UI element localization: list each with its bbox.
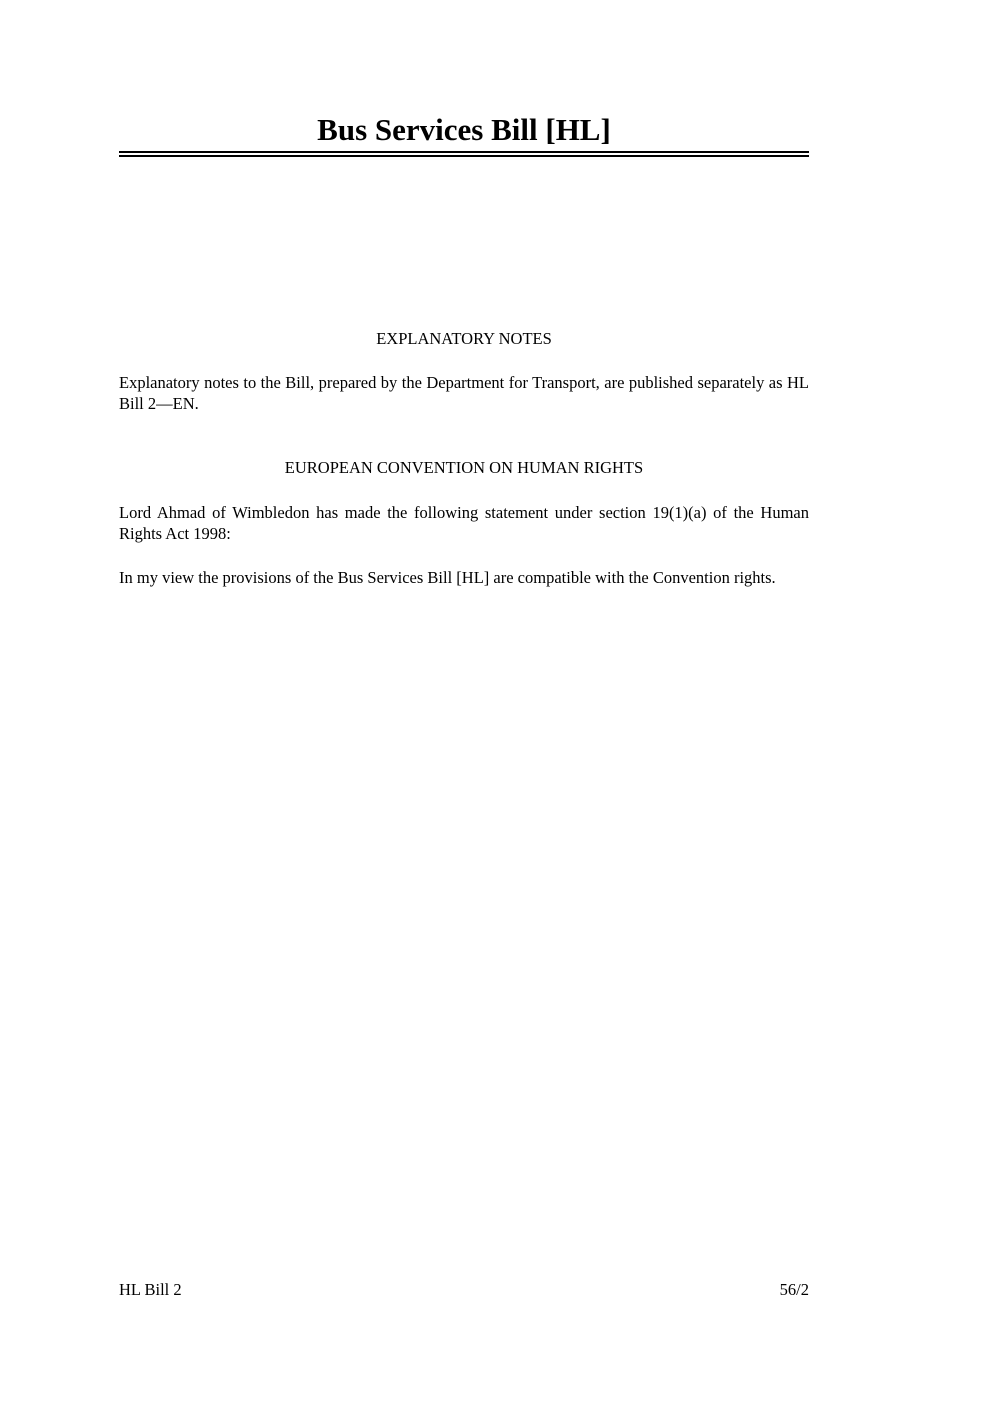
echr-heading: EUROPEAN CONVENTION ON HUMAN RIGHTS: [284, 458, 644, 477]
bill-title: Bus Services Bill [HL]: [317, 112, 611, 147]
footer-print-ref: 56/2: [779, 1280, 809, 1299]
title-double-rule: [119, 151, 809, 157]
footer-bill-ref: HL Bill 2: [119, 1280, 182, 1299]
echr-statement-intro: Lord Ahmad of Wimbledon has made the following statement under section 19(1)(a) of the Human Rights Act 1998:: [119, 503, 809, 543]
echr-statement: In my view the provisions of the Bus Services Bill [HL] are compatible with the Convention rights.: [119, 568, 776, 587]
explanatory-notes-text: Explanatory notes to the Bill, prepared by the Department for Transport, are published separately as HL Bill 2—EN.: [119, 373, 809, 413]
explanatory-notes-heading: EXPLANATORY NOTES: [376, 329, 552, 348]
